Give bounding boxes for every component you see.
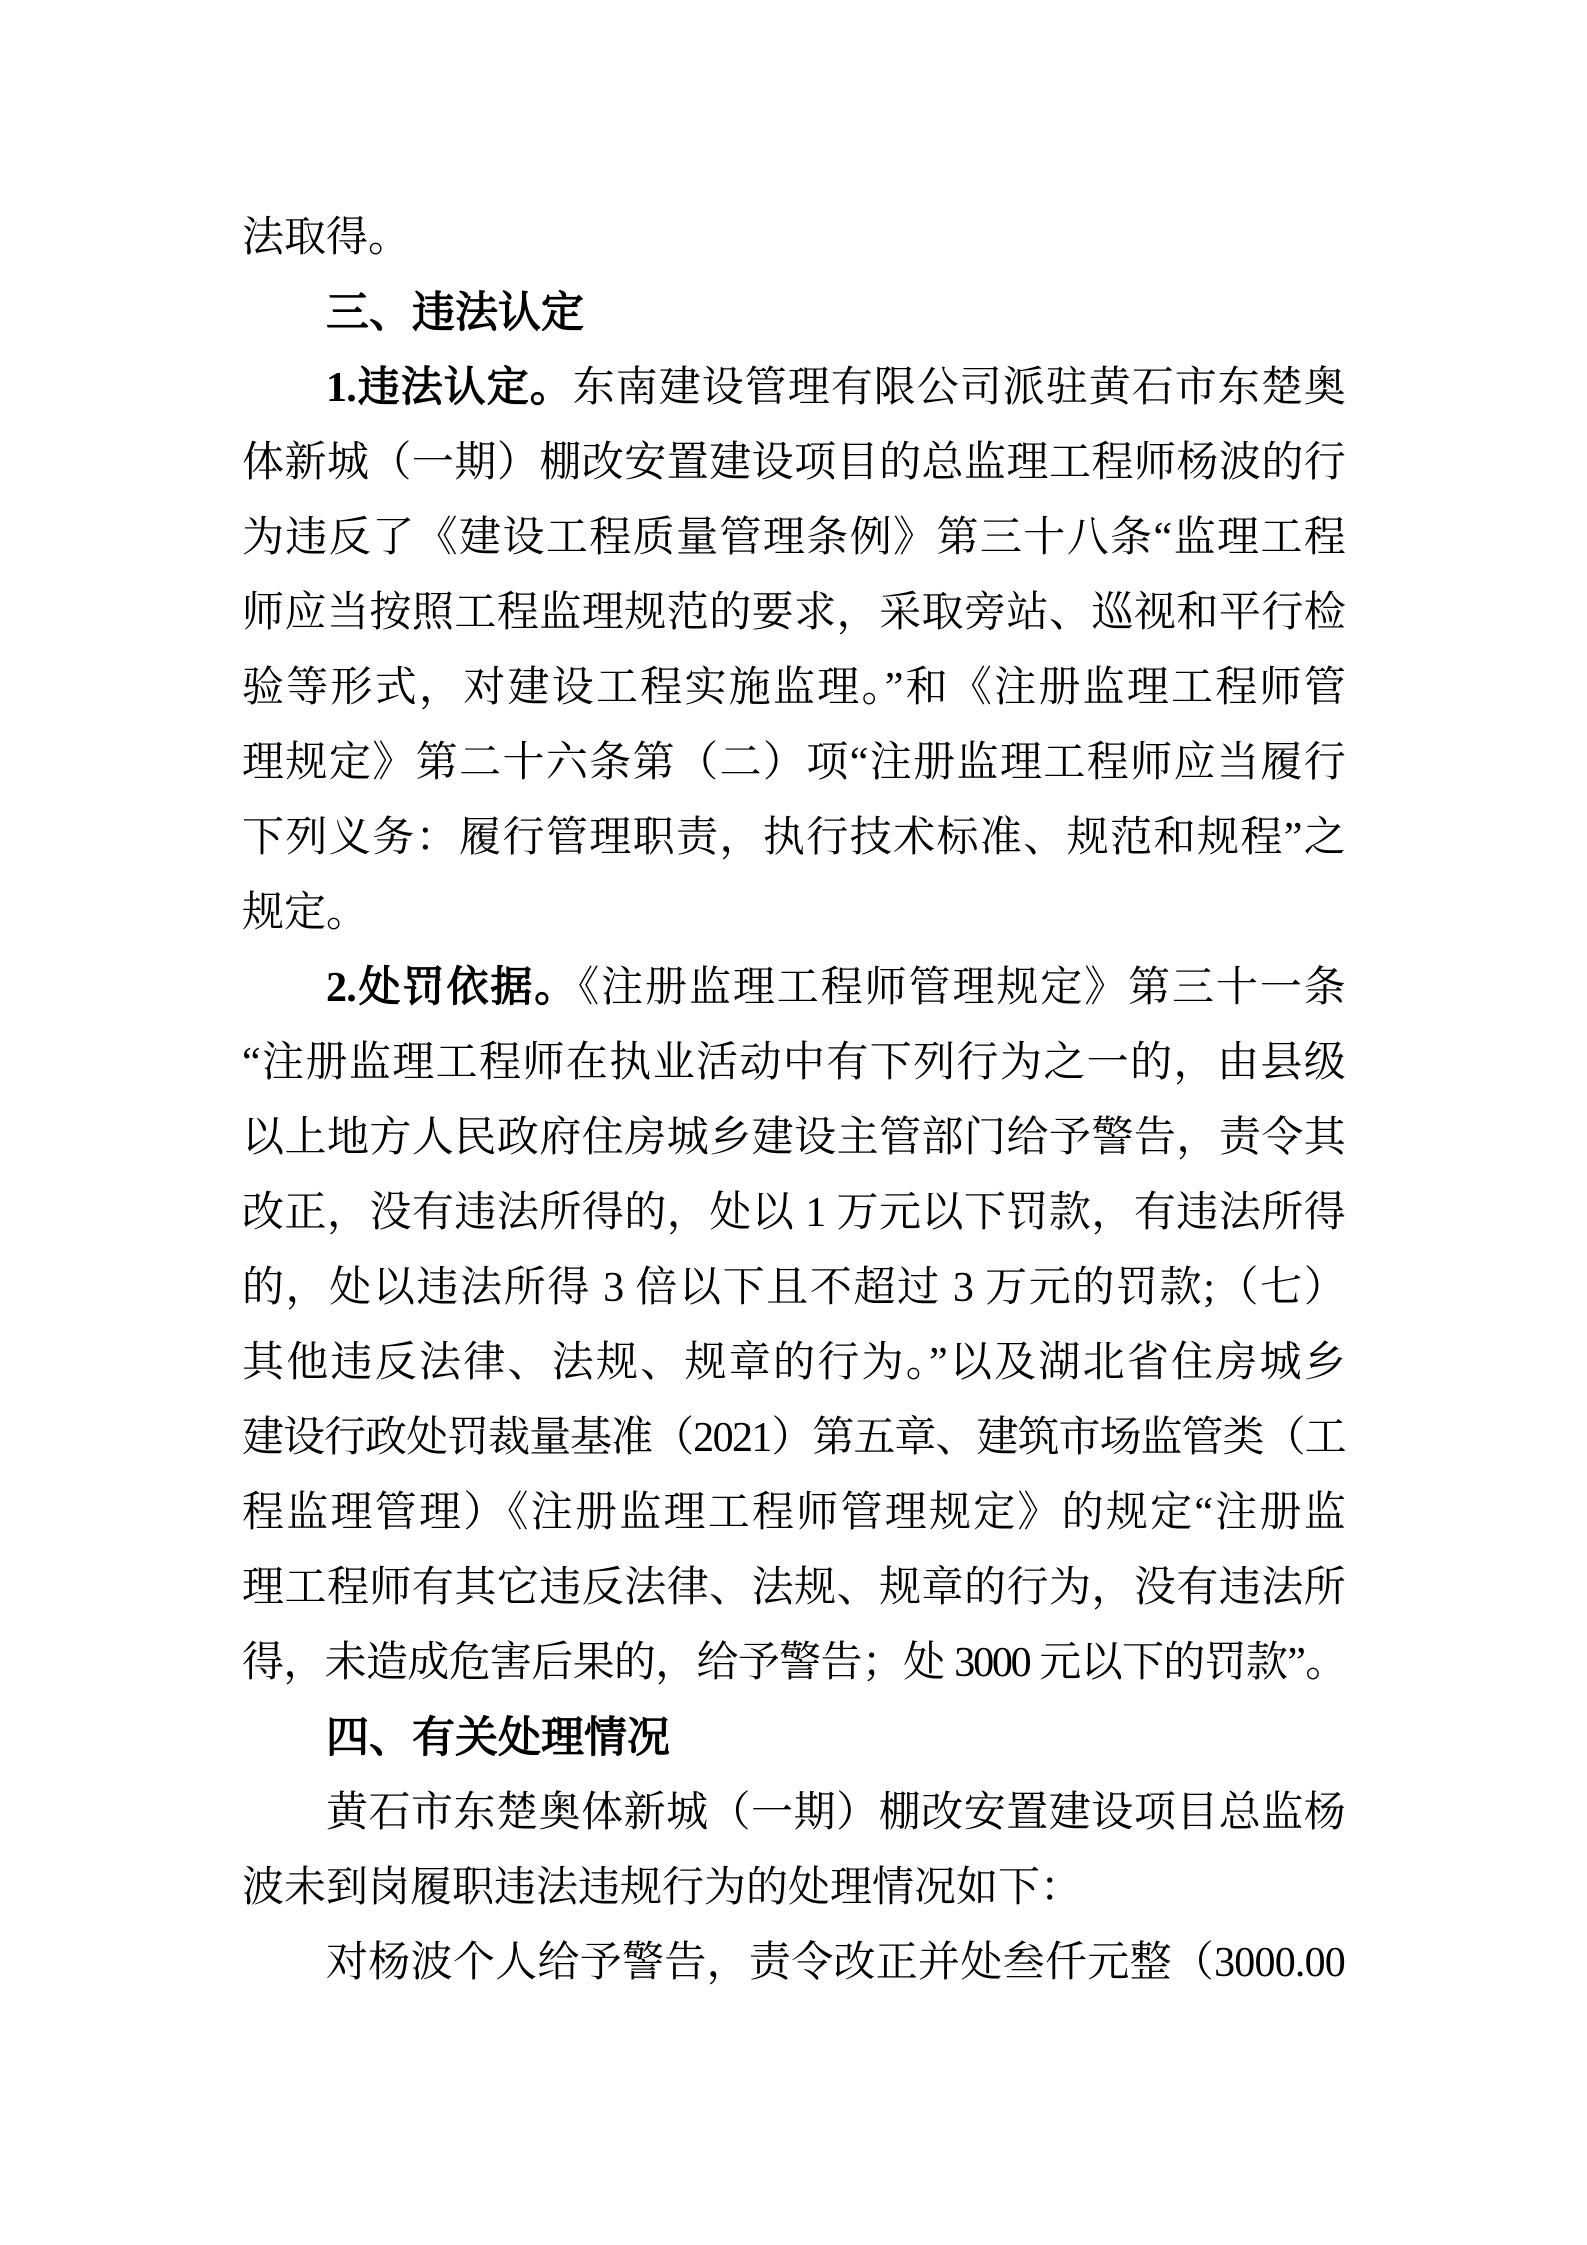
body-line: 理规定》第二十六条第（二）项“注册监理工程师应当履行: [242, 740, 1345, 786]
body-line-text: 《注册监理工程师管理规定》第三十一条: [578, 965, 1345, 1011]
body-line: 对杨波个人给予警告，责令改正并处叁仟元整（3000.00: [326, 1940, 1345, 1986]
body-line: “注册监理工程师在执业活动中有下列行为之一的，由县级: [242, 1040, 1345, 1086]
body-line: 黄石市东楚奥体新城（一期）棚改安置建设项目总监杨: [326, 1790, 1345, 1836]
body-line: 其他违反法律、法规、规章的行为。”以及湖北省住房城乡: [242, 1340, 1345, 1386]
section-heading-3: 三、违法认定: [326, 289, 584, 337]
body-line: 规定。: [242, 890, 369, 936]
body-line: 的，处以违法所得 3 倍以下且不超过 3 万元的罚款;（七）: [242, 1265, 1345, 1311]
paragraph-lead: 1.违法认定。: [326, 365, 573, 411]
body-line: [242, 951, 1345, 1026]
body-line: 验等形式，对建设工程实施监理。”和《注册监理工程师管: [242, 665, 1345, 711]
body-line: [242, 351, 1345, 426]
body-line: 建设行政处罚裁量基准（2021）第五章、建筑市场监管类（工: [242, 1415, 1345, 1461]
body-line: 得，未造成危害后果的，给予警告；处 3000 元以下的罚款”。: [242, 1640, 1345, 1686]
body-line-text: 东南建设管理有限公司派驻黄石市东楚奥: [572, 365, 1345, 411]
body-line: 程监理管理）《注册监理工程师管理规定》的规定“注册监: [242, 1490, 1345, 1536]
section-heading-4: 四、有关处理情况: [326, 1714, 670, 1762]
body-line: 下列义务：履行管理职责，执行技术标准、规范和规程”之: [242, 815, 1345, 861]
body-line: 改正，没有违法所得的，处以 1 万元以下罚款，有违法所得: [242, 1190, 1345, 1236]
body-line: 以上地方人民政府住房城乡建设主管部门给予警告，责令其: [242, 1115, 1345, 1161]
body-line: 为违反了《建设工程质量管理条例》第三十八条“监理工程: [242, 515, 1345, 561]
body-line: 师应当按照工程监理规范的要求，采取旁站、巡视和平行检: [242, 590, 1345, 636]
paragraph-lead: 2.处罚依据。: [326, 965, 579, 1011]
document-text-block: [242, 201, 1345, 2001]
body-line: 体新城（一期）棚改安置建设项目的总监理工程师杨波的行: [242, 440, 1345, 486]
body-line: 波未到岗履职违法违规行为的处理情况如下：: [242, 1865, 1083, 1911]
body-line: 理工程师有其它违反法律、法规、规章的行为，没有违法所: [242, 1565, 1345, 1611]
body-line: 法取得。: [242, 215, 411, 261]
